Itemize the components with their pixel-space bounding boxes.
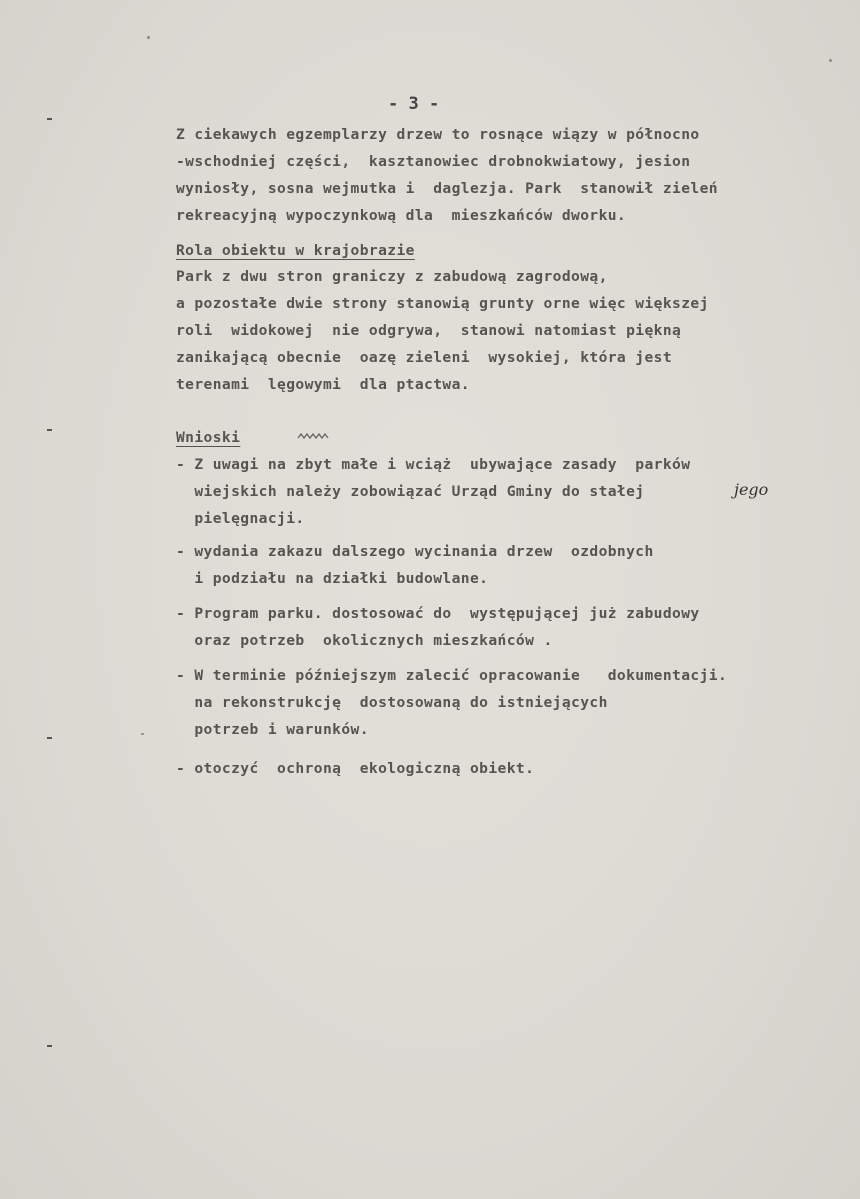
paragraph-line: zanikającą obecnie oazę zieleni wysokiej, która jest bbox=[176, 349, 673, 366]
section-heading-conclusions: Wnioski bbox=[176, 429, 241, 446]
paper-speck bbox=[829, 59, 832, 62]
paper-speck bbox=[141, 733, 144, 735]
paragraph-line: terenami lęgowymi dla ptactwa. bbox=[176, 376, 470, 393]
ink-scribble bbox=[297, 432, 329, 440]
paper-speck bbox=[147, 36, 150, 39]
conclusion-line: oraz potrzeb okolicznych mieszkańców . bbox=[176, 632, 553, 649]
conclusion-line: i podziału na działki budowlane. bbox=[176, 570, 489, 587]
paragraph-line: wyniosły, sosna wejmutka i daglezja. Park stanowił zieleń bbox=[176, 180, 718, 197]
paragraph-line: Park z dwu stron graniczy z zabudową zagrodową, bbox=[176, 268, 608, 285]
conclusion-line: potrzeb i warunków. bbox=[176, 721, 369, 738]
conclusion-line: - W terminie późniejszym zalecić opracowanie dokumentacji. bbox=[176, 667, 728, 684]
handwritten-insert: jego bbox=[734, 480, 769, 499]
conclusion-line: na rekonstrukcję dostosowaną do istniejących bbox=[176, 694, 608, 711]
margin-mark bbox=[47, 1045, 52, 1047]
conclusion-line: wiejskich należy zobowiązać Urząd Gminy do stałej bbox=[176, 483, 645, 500]
paragraph-line: Z ciekawych egzemplarzy drzew to rosnące wiązy w północno bbox=[176, 126, 700, 143]
paragraph-line: roli widokowej nie odgrywa, stanowi natomiast piękną bbox=[176, 322, 682, 339]
conclusion-line: - wydania zakazu dalszego wycinania drzew ozdobnych bbox=[176, 543, 654, 560]
conclusion-line: pielęgnacji. bbox=[176, 510, 305, 527]
margin-mark bbox=[47, 118, 52, 120]
paragraph-line: a pozostałe dwie strony stanowią grunty orne więc większej bbox=[176, 295, 709, 312]
paragraph-line: rekreacyjną wypoczynkową dla mieszkańców dworku. bbox=[176, 207, 627, 224]
margin-mark bbox=[47, 737, 52, 739]
conclusion-line: - otoczyć ochroną ekologiczną obiekt. bbox=[176, 760, 535, 777]
margin-mark bbox=[47, 429, 52, 431]
page-number: - 3 - bbox=[388, 94, 440, 114]
paragraph-line: -wschodniej części, kasztanowiec drobnokwiatowy, jesion bbox=[176, 153, 691, 170]
section-heading-role: Rola obiektu w krajobrazie bbox=[176, 242, 415, 259]
conclusion-line: - Z uwagi na zbyt małe i wciąż ubywające zasady parków bbox=[176, 456, 691, 473]
conclusion-line: - Program parku. dostosować do występującej już zabudowy bbox=[176, 605, 700, 622]
